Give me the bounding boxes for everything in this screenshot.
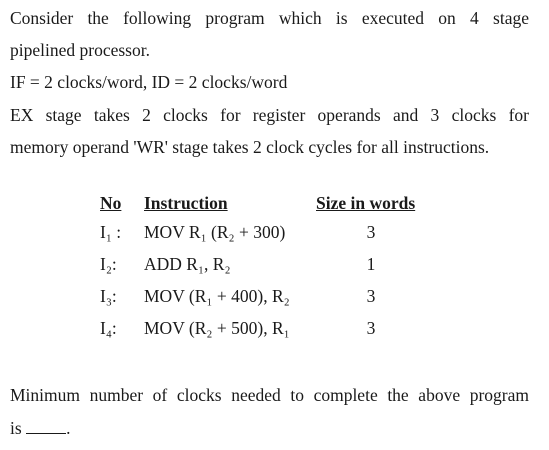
row-size: 1 (366, 253, 376, 274)
row-no: I₃: (100, 285, 117, 306)
question-line-3: IF = 2 clocks/word, ID = 2 clocks/word (10, 72, 288, 92)
table-header-row (100, 190, 426, 216)
question-line-4: EX stage takes 2 clocks for register operands and 3 clocks for (10, 105, 529, 125)
header-instruction: Instruction (144, 192, 228, 213)
row-no: I₁ : (100, 221, 122, 242)
header-no: No (100, 192, 122, 213)
row-no: I₂: (100, 253, 117, 274)
table-row (100, 248, 426, 280)
row-size: 3 (366, 317, 376, 338)
question-line-1: Consider the following program which is executed on 4 stage (10, 8, 529, 28)
row-instruction: ADD R₁, R₂ (144, 253, 231, 274)
question-line-5: memory operand 'WR' stage takes 2 clock cycles for all instructions. (10, 137, 490, 157)
answer-blank (26, 419, 66, 434)
row-instruction: MOV (R₂ + 500), R₁ (144, 317, 290, 338)
row-size: 3 (366, 221, 376, 242)
row-instruction: MOV R₁ (R₂ + 300) (144, 221, 286, 242)
table-row (100, 312, 426, 344)
footer-prefix: is (10, 418, 22, 438)
table-row (100, 280, 426, 312)
header-size: Size in words (316, 192, 416, 213)
table-row (100, 216, 426, 248)
row-instruction: MOV (R₁ + 400), R₂ (144, 285, 290, 306)
footer-line-1: Minimum number of clocks needed to complete the above program (10, 385, 529, 405)
question-line-2: pipelined processor. (10, 40, 150, 60)
instruction-table (100, 190, 426, 344)
footer-suffix: . (66, 418, 71, 438)
footer-line-2 (10, 418, 70, 438)
row-size: 3 (366, 285, 376, 306)
row-no: I₄: (100, 317, 117, 338)
